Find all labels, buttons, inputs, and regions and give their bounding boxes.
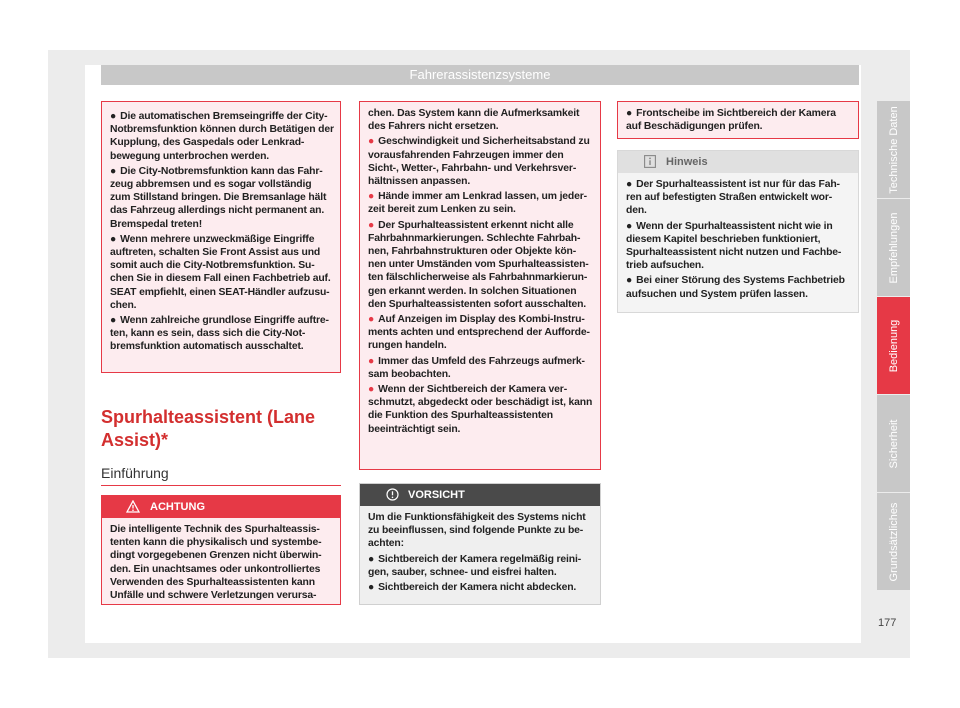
list-item: ● Wenn der Spurhalteassistent nicht wie in diesem Kapitel beschrieben funktioniert, Spurhalteassistent nicht nutzen und Fachbe-trieb aufsuchen.: [626, 220, 842, 272]
list-item: ● Der Spurhalteassistent ist nur für das Fah-ren auf befestigten Straßen entwickelt wor-den.: [626, 179, 840, 217]
achtung-text: Die intelligente Technik des Spurhalteassis-tenten kann die physikalisch und systembe-dingt vorgegebenen Grenzen nicht überwin-den. Ein unachtsames oder unkontrolliertes Verwenden des Spurhalteassistenten kann Unfälle und schwere Verletzungen verursa-: [110, 524, 322, 602]
page-header: Fahrerassistenzsysteme: [101, 65, 859, 85]
info-icon: [644, 155, 656, 168]
list-item: ● Sichtbereich der Kamera nicht abdecken.: [368, 582, 577, 594]
tab-sicherheit[interactable]: Sicherheit: [877, 395, 910, 492]
list-item: ● Wenn der Sichtbereich der Kamera ver-schmutzt, abgedeckt oder beschädigt ist, kann die Funktion des Spurhalteassistenten beeinträchtigt sein.: [368, 384, 593, 435]
achtung-header: [102, 496, 340, 518]
list-item: ● Bei einer Störung des Systems Fachbetrieb aufsuchen und System prüfen lassen.: [626, 275, 845, 300]
vorsicht-label: VORSICHT: [408, 489, 465, 501]
hinweis-label: Hinweis: [666, 156, 708, 168]
list-item: ● Die City-Notbremsfunktion kann das Fahr-zeug abbremsen und es sogar vollständig zum Stillstand bringen. Die Bremsanlage hält das Fahrzeug allerdings nicht permanent an. Bremspedal treten!: [110, 165, 327, 230]
list-item: ● Frontscheibe im Sichtbereich der Kamera auf Beschädigungen prüfen.: [626, 108, 836, 133]
list-item: ● Sichtbereich der Kamera regelmäßig reini-gen, sauber, schnee- und eisfrei halten.: [368, 553, 582, 578]
section-heading: Spurhalteassistent (Lane Assist)*: [101, 407, 316, 450]
list-item: ● Immer das Umfeld des Fahrzeugs aufmerk-sam beobachten.: [368, 355, 585, 380]
tab-grundsaetzliches[interactable]: Grundsätzliches: [877, 493, 910, 590]
section-subheading: Einführung: [101, 465, 169, 481]
list-item: ● Der Spurhalteassistent erkennt nicht alle Fahrbahnmarkierungen. Schlechte Fahrbah-nen, Fahrbahnstrukturen oder Objekte kön-nen unter Umständen vom Spurhalteassisten-ten fälschlicherweise als Fahrbahnmarkierun-gen erkannt werden. In solchen Situationen den Spurhalteassistenten sofort ausschalten.: [368, 219, 589, 310]
warning-continuation-box: [101, 101, 341, 373]
vorsicht-intro: Um die Funktionsfähigkeit des Systems nicht zu beeinflussen, sind folgende Punkte zu be-achten:: [368, 512, 586, 550]
list-item: ● Wenn mehrere unzweckmäßige Eingriffe auftreten, schalten Sie Front Assist aus und somit auch die City-Notbremsfunktion. Su-chen Sie in diesem Fall einen Fachbetrieb auf. SEAT empfiehlt, einen SEAT-Händler aufzusu-chen.: [110, 233, 331, 311]
achtung-label: ACHTUNG: [150, 501, 205, 513]
vorsicht-header: [360, 484, 600, 506]
tab-empfehlungen[interactable]: Empfehlungen: [877, 199, 910, 296]
warning-triangle-icon: [126, 500, 140, 513]
box-intro: chen. Das System kann die Aufmerksamkeit des Fahrers nicht ersetzen.: [368, 108, 580, 133]
achtung-continuation-box: [359, 101, 601, 470]
list-item: ● Die automatischen Bremseingriffe der City-Notbremsfunktion können durch Betätigen der Kupplung, des Gaspedals oder Lenkrad-bewegung unterbrochen werden.: [110, 111, 334, 162]
section-rule: [101, 485, 341, 486]
tab-bedienung[interactable]: Bedienung: [877, 297, 910, 394]
list-item: ● Geschwindigkeit und Sicherheitsabstand zu vorausfahrenden Fahrzeugen immer den Sicht-, Wetter-, Fahrbahn- und Verkehrsver-hältnissen anpassen.: [368, 136, 590, 188]
list-item: ● Auf Anzeigen im Display des Kombi-Instru-ments achten und entsprechend der Aufforde-rungen handeln.: [368, 314, 590, 352]
vorsicht-box: [359, 483, 601, 605]
tab-technische-daten[interactable]: Technische Daten: [877, 101, 910, 198]
caution-circle-icon: [386, 488, 399, 501]
list-item: ● Wenn zahlreiche grundlose Eingriffe auftre-ten, kann es sein, dass sich die City-Not-bremsfunktion automatisch ausschaltet.: [110, 315, 329, 353]
hinweis-box: [617, 150, 859, 313]
list-item: ● Hände immer am Lenkrad lassen, um jeder-zeit bereit zum Lenken zu sein.: [368, 191, 587, 216]
achtung-box: [101, 495, 341, 605]
hinweis-header: [618, 151, 858, 173]
page-number: 177: [878, 617, 897, 629]
vorsicht-continuation-box: [617, 101, 859, 139]
